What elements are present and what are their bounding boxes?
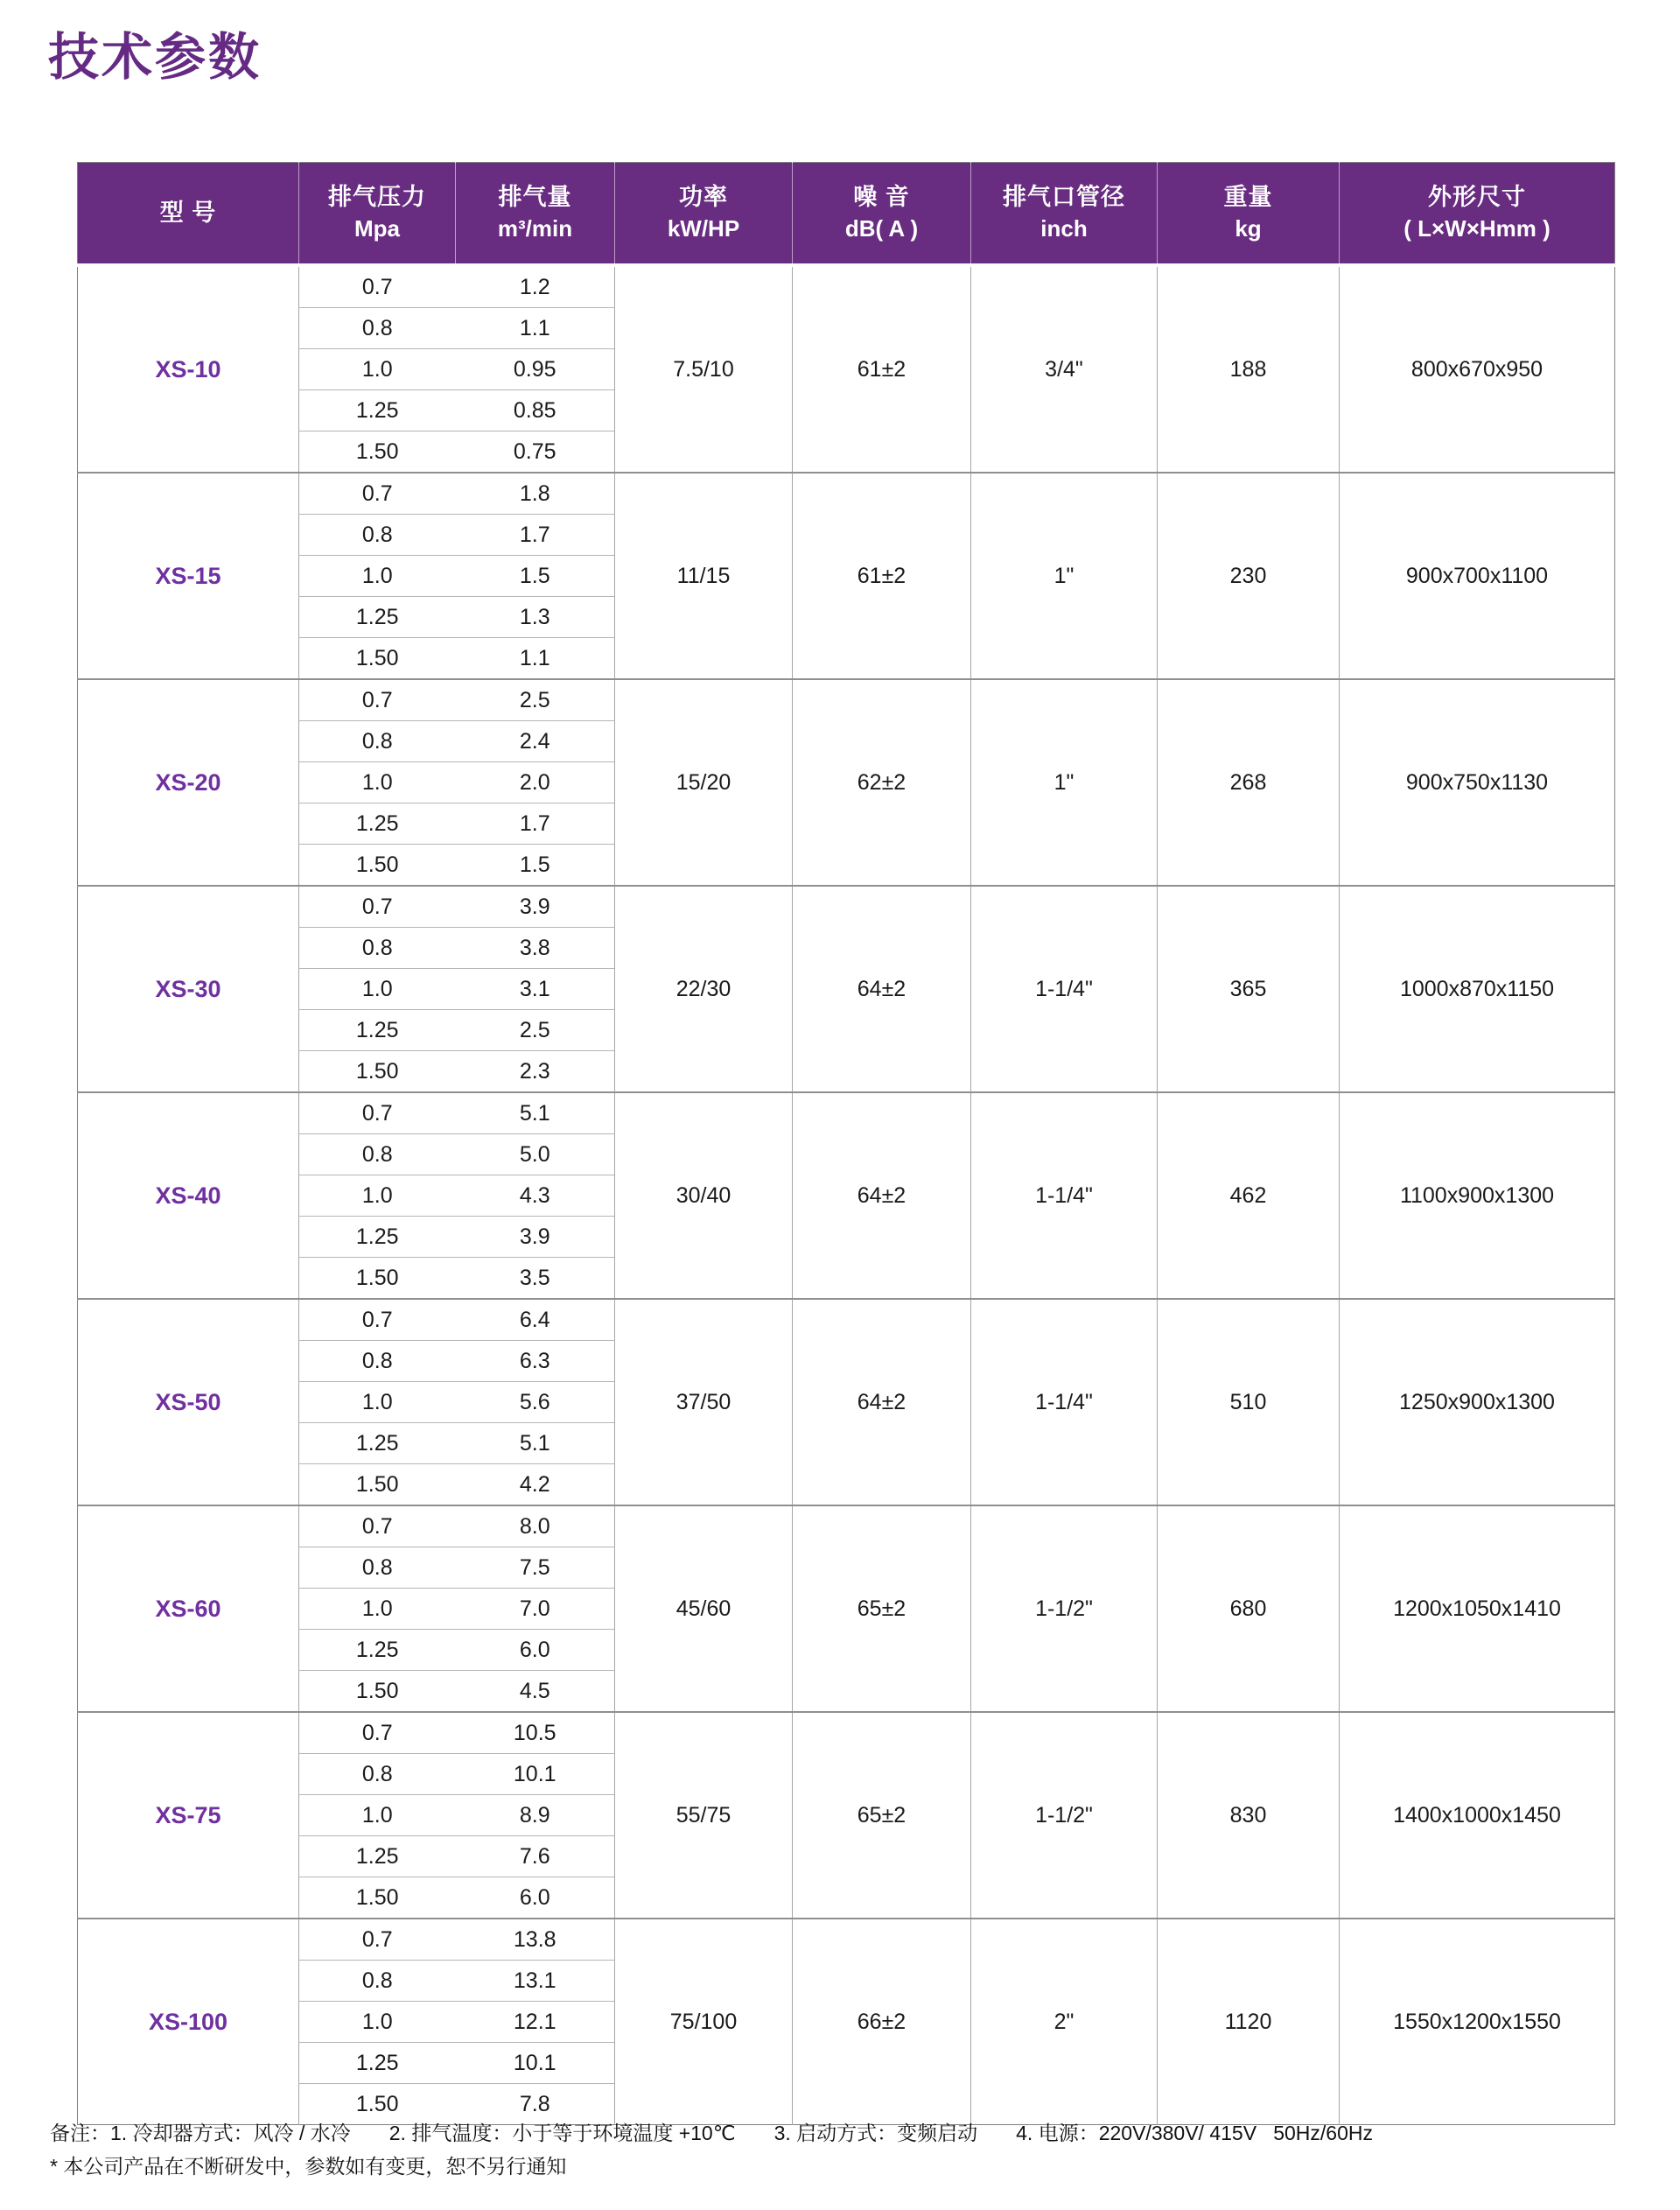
volume-cell: 2.4 — [456, 721, 615, 762]
volume-cell: 12.1 — [456, 2002, 615, 2043]
header-noise — [793, 163, 971, 266]
model-cell: XS-50 — [78, 1299, 299, 1505]
volume-cell: 1.7 — [456, 803, 615, 845]
dims-cell: 1400x1000x1450 — [1340, 1712, 1615, 1919]
dims-cell: 900x750x1130 — [1340, 679, 1615, 886]
pressure-cell: 1.0 — [299, 969, 456, 1010]
model-cell: XS-40 — [78, 1092, 299, 1299]
model-cell: XS-100 — [78, 1919, 299, 2125]
volume-cell: 0.95 — [456, 349, 615, 390]
pressure-cell: 1.25 — [299, 803, 456, 845]
header-weight — [1158, 163, 1340, 266]
pressure-cell: 0.7 — [299, 1712, 456, 1754]
pressure-cell: 1.0 — [299, 1795, 456, 1836]
volume-cell: 3.9 — [456, 886, 615, 928]
pressure-cell: 1.0 — [299, 556, 456, 597]
volume-cell: 10.1 — [456, 1754, 615, 1795]
table-row — [78, 1299, 1615, 1341]
pressure-cell: 1.25 — [299, 1423, 456, 1464]
footnote-exhaust-temp: 2. 排气温度：小于等于环境温度 +10℃ — [388, 2122, 736, 2144]
header-volume-label: 排气量 — [498, 184, 572, 211]
footnote-line-2: * 本公司产品在不断研发中，参数如有变更，恕不另行通知 — [50, 2155, 567, 2178]
table-header — [78, 163, 1615, 266]
header-volume — [456, 163, 615, 266]
model-cell: XS-30 — [78, 886, 299, 1092]
dims-cell: 1200x1050x1410 — [1340, 1505, 1615, 1712]
volume-cell: 8.9 — [456, 1795, 615, 1836]
volume-cell: 7.5 — [456, 1547, 615, 1589]
spec-table-container — [77, 162, 1614, 2125]
header-volume-unit: m³/min — [497, 215, 573, 242]
pressure-cell: 0.7 — [299, 1092, 456, 1134]
pressure-cell: 1.50 — [299, 1258, 456, 1300]
pressure-cell: 0.8 — [299, 308, 456, 349]
power-cell: 37/50 — [615, 1299, 793, 1505]
header-noise-unit: dB( A ) — [844, 215, 919, 242]
dims-cell: 1550x1200x1550 — [1340, 1919, 1615, 2125]
volume-cell: 3.5 — [456, 1258, 615, 1300]
weight-cell: 230 — [1158, 473, 1340, 679]
weight-cell: 268 — [1158, 679, 1340, 886]
header-weight-label: 重量 — [1223, 184, 1273, 211]
pressure-cell: 0.7 — [299, 886, 456, 928]
volume-cell: 10.1 — [456, 2043, 615, 2084]
pressure-cell: 0.7 — [299, 1919, 456, 1961]
model-cell: XS-20 — [78, 679, 299, 886]
weight-cell: 365 — [1158, 886, 1340, 1092]
table-row — [78, 1919, 1615, 1961]
pressure-cell: 1.25 — [299, 1010, 456, 1051]
pressure-cell: 0.8 — [299, 1547, 456, 1589]
pressure-cell: 1.50 — [299, 431, 456, 474]
header-dims-unit: ( L×W×Hmm ) — [1404, 215, 1550, 242]
weight-cell: 1120 — [1158, 1919, 1340, 2125]
volume-cell: 2.5 — [456, 1010, 615, 1051]
header-row — [78, 163, 1615, 266]
volume-cell: 1.5 — [456, 556, 615, 597]
spec-table — [77, 162, 1615, 2125]
header-model — [78, 163, 299, 266]
volume-cell: 1.7 — [456, 515, 615, 556]
weight-cell: 680 — [1158, 1505, 1340, 1712]
header-dims — [1340, 163, 1615, 266]
volume-cell: 5.1 — [456, 1092, 615, 1134]
pressure-cell: 1.0 — [299, 1589, 456, 1630]
pressure-cell: 0.7 — [299, 265, 456, 308]
volume-cell: 1.2 — [456, 265, 615, 308]
pipe-cell: 3/4" — [971, 265, 1158, 473]
power-cell: 15/20 — [615, 679, 793, 886]
pipe-cell: 1-1/4" — [971, 1092, 1158, 1299]
header-pressure — [299, 163, 456, 266]
pressure-cell: 1.50 — [299, 1877, 456, 1919]
noise-cell: 64±2 — [793, 886, 971, 1092]
pressure-cell: 0.7 — [299, 679, 456, 721]
volume-cell: 1.8 — [456, 473, 615, 515]
table-row — [78, 473, 1615, 515]
volume-cell: 3.1 — [456, 969, 615, 1010]
header-power-unit: kW/HP — [667, 215, 740, 242]
header-noise-label: 噪 音 — [853, 184, 910, 211]
pressure-cell: 0.8 — [299, 1341, 456, 1382]
footnote-cooling: 备注：1. 冷却器方式：风冷 / 水冷 — [50, 2122, 351, 2144]
volume-cell: 13.1 — [456, 1961, 615, 2002]
pressure-cell: 0.7 — [299, 1505, 456, 1547]
footnote-start-mode: 3. 启动方式：变频启动 — [774, 2122, 978, 2144]
pressure-cell: 0.7 — [299, 1299, 456, 1341]
volume-cell: 1.5 — [456, 845, 615, 887]
power-cell: 45/60 — [615, 1505, 793, 1712]
pressure-cell: 0.8 — [299, 1961, 456, 2002]
volume-cell: 10.5 — [456, 1712, 615, 1754]
power-cell: 55/75 — [615, 1712, 793, 1919]
noise-cell: 66±2 — [793, 1919, 971, 2125]
volume-cell: 1.1 — [456, 308, 615, 349]
pressure-cell: 0.8 — [299, 515, 456, 556]
model-cell: XS-15 — [78, 473, 299, 679]
dims-cell: 800x670x950 — [1340, 265, 1615, 473]
noise-cell: 61±2 — [793, 473, 971, 679]
volume-cell: 6.0 — [456, 1877, 615, 1919]
volume-cell: 5.1 — [456, 1423, 615, 1464]
noise-cell: 61±2 — [793, 265, 971, 473]
pipe-cell: 1" — [971, 679, 1158, 886]
footnote-line-1 — [50, 2118, 1634, 2148]
pressure-cell: 1.50 — [299, 2084, 456, 2125]
pressure-cell: 1.25 — [299, 1217, 456, 1258]
volume-cell: 6.4 — [456, 1299, 615, 1341]
table-row — [78, 886, 1615, 928]
model-cell: XS-75 — [78, 1712, 299, 1919]
volume-cell: 6.0 — [456, 1630, 615, 1671]
noise-cell: 62±2 — [793, 679, 971, 886]
page-title: 技术参数 — [48, 29, 262, 86]
table-row — [78, 1712, 1615, 1754]
pressure-cell: 1.0 — [299, 349, 456, 390]
volume-cell: 2.0 — [456, 762, 615, 803]
weight-cell: 510 — [1158, 1299, 1340, 1505]
volume-cell: 4.3 — [456, 1175, 615, 1217]
weight-cell: 462 — [1158, 1092, 1340, 1299]
volume-cell: 5.6 — [456, 1382, 615, 1423]
pipe-cell: 2" — [971, 1919, 1158, 2125]
volume-cell: 2.5 — [456, 679, 615, 721]
pressure-cell: 1.0 — [299, 1175, 456, 1217]
table-row — [78, 265, 1615, 308]
power-cell: 11/15 — [615, 473, 793, 679]
footnote-power-supply: 4. 电源：220V/380V/ 415V 50Hz/60Hz — [1016, 2122, 1373, 2144]
dims-cell: 1250x900x1300 — [1340, 1299, 1615, 1505]
pressure-cell: 1.0 — [299, 2002, 456, 2043]
pressure-cell: 1.25 — [299, 2043, 456, 2084]
header-power — [615, 163, 793, 266]
volume-cell: 0.75 — [456, 431, 615, 474]
pressure-cell: 1.0 — [299, 1382, 456, 1423]
pressure-cell: 1.0 — [299, 762, 456, 803]
header-pressure-unit: Mpa — [354, 215, 400, 242]
volume-cell: 13.8 — [456, 1919, 615, 1961]
model-cell: XS-60 — [78, 1505, 299, 1712]
header-pipe — [971, 163, 1158, 266]
dims-cell: 1000x870x1150 — [1340, 886, 1615, 1092]
pressure-cell: 0.8 — [299, 1134, 456, 1175]
footnotes — [50, 2118, 1634, 2181]
volume-cell: 4.5 — [456, 1671, 615, 1713]
weight-cell: 830 — [1158, 1712, 1340, 1919]
pipe-cell: 1-1/4" — [971, 886, 1158, 1092]
pressure-cell: 1.25 — [299, 1836, 456, 1877]
volume-cell: 2.3 — [456, 1051, 615, 1093]
noise-cell: 65±2 — [793, 1505, 971, 1712]
volume-cell: 7.6 — [456, 1836, 615, 1877]
volume-cell: 7.0 — [456, 1589, 615, 1630]
pressure-cell: 1.50 — [299, 638, 456, 680]
dims-cell: 900x700x1100 — [1340, 473, 1615, 679]
model-cell: XS-10 — [78, 265, 299, 473]
weight-cell: 188 — [1158, 265, 1340, 473]
pipe-cell: 1-1/2" — [971, 1505, 1158, 1712]
volume-cell: 0.85 — [456, 390, 615, 431]
header-pipe-label: 排气口管径 — [1003, 184, 1125, 211]
power-cell: 30/40 — [615, 1092, 793, 1299]
header-dims-label: 外形尺寸 — [1428, 184, 1526, 211]
dims-cell: 1100x900x1300 — [1340, 1092, 1615, 1299]
header-pipe-unit: inch — [1040, 215, 1088, 242]
pressure-cell: 1.50 — [299, 1464, 456, 1506]
volume-cell: 3.9 — [456, 1217, 615, 1258]
pressure-cell: 0.8 — [299, 721, 456, 762]
volume-cell: 1.3 — [456, 597, 615, 638]
noise-cell: 64±2 — [793, 1299, 971, 1505]
noise-cell: 65±2 — [793, 1712, 971, 1919]
pressure-cell: 0.8 — [299, 1754, 456, 1795]
header-model-label: 型 号 — [159, 199, 217, 226]
header-weight-unit: kg — [1235, 215, 1262, 242]
volume-cell: 3.8 — [456, 928, 615, 969]
header-pressure-label: 排气压力 — [328, 184, 426, 211]
pressure-cell: 1.50 — [299, 1051, 456, 1093]
noise-cell: 64±2 — [793, 1092, 971, 1299]
power-cell: 7.5/10 — [615, 265, 793, 473]
volume-cell: 5.0 — [456, 1134, 615, 1175]
pipe-cell: 1-1/4" — [971, 1299, 1158, 1505]
table-row — [78, 1092, 1615, 1134]
volume-cell: 6.3 — [456, 1341, 615, 1382]
header-power-label: 功率 — [679, 184, 728, 211]
volume-cell: 4.2 — [456, 1464, 615, 1506]
volume-cell: 8.0 — [456, 1505, 615, 1547]
table-row — [78, 679, 1615, 721]
volume-cell: 1.1 — [456, 638, 615, 680]
pressure-cell: 1.50 — [299, 1671, 456, 1713]
pressure-cell: 0.8 — [299, 928, 456, 969]
pressure-cell: 1.50 — [299, 845, 456, 887]
pressure-cell: 1.25 — [299, 1630, 456, 1671]
volume-cell: 7.8 — [456, 2084, 615, 2125]
pipe-cell: 1-1/2" — [971, 1712, 1158, 1919]
table-body — [78, 265, 1615, 2125]
pressure-cell: 1.25 — [299, 390, 456, 431]
pressure-cell: 1.25 — [299, 597, 456, 638]
pipe-cell: 1" — [971, 473, 1158, 679]
pressure-cell: 0.7 — [299, 473, 456, 515]
power-cell: 22/30 — [615, 886, 793, 1092]
table-row — [78, 1505, 1615, 1547]
power-cell: 75/100 — [615, 1919, 793, 2125]
